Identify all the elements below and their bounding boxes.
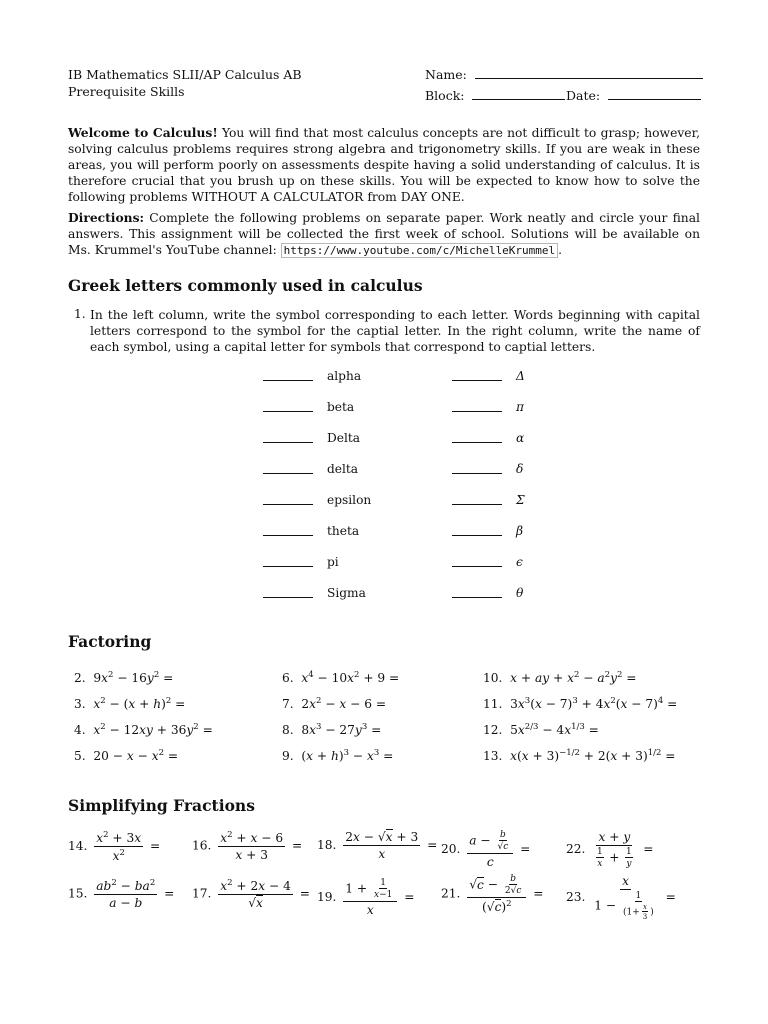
symbol-answer-blank[interactable] — [263, 442, 313, 443]
greek-row — [0, 523, 768, 541]
greek-name: delta — [327, 462, 359, 476]
problem-22: 22. x + y $\frac{1}{x}$ + $\frac{1}{y}$ = — [566, 830, 654, 869]
problem-8: 8. $8x^3 - 27y^3$ = — [282, 722, 382, 738]
name-blank[interactable] — [475, 66, 703, 79]
name-field[interactable] — [425, 66, 703, 83]
block-label: Block: — [425, 88, 465, 103]
directions-heading: Directions: — [68, 210, 145, 225]
problem-21: 21. √c − $\frac{b}{2√c}$ $(√c)^2$ = — [441, 874, 544, 915]
problem-17: 17. $\frac{x^2 + 2x - 4}{√x}$ = — [192, 878, 310, 911]
course-subtitle: Prerequisite Skills — [68, 84, 185, 99]
date-blank[interactable] — [608, 87, 701, 100]
fractions-heading: Simplifying Fractions — [68, 796, 255, 815]
welcome-heading: Welcome to Calculus! — [68, 125, 218, 140]
symbol-answer-blank[interactable] — [263, 566, 313, 567]
greek-symbol: Δ — [516, 369, 525, 383]
greek-name: theta — [327, 524, 360, 538]
course-title: IB Mathematics SLII/AP Calculus AB — [68, 67, 302, 82]
welcome-paragraph — [68, 125, 700, 205]
greek-heading: Greek letters commonly used in calculus — [68, 276, 423, 295]
youtube-link[interactable]: https://www.youtube.com/c/MichelleKrummel — [281, 243, 559, 258]
greek-name: Sigma — [327, 586, 366, 600]
name-label: Name: — [425, 67, 467, 82]
problem-6: 6. $x^4 - 10x^2 + 9$ = — [282, 670, 400, 686]
name-answer-blank[interactable] — [452, 473, 502, 474]
greek-row — [0, 492, 768, 510]
problem-11: 11. $3x^3(x - 7)^3 + 4x^2(x - 7)^4$ = — [483, 696, 678, 712]
symbol-answer-blank[interactable] — [263, 535, 313, 536]
greek-symbol: β — [516, 524, 524, 538]
problem-18: 18. $\frac{2x - √x + 3}{x}$ = — [317, 830, 438, 861]
symbol-answer-blank[interactable] — [263, 504, 313, 505]
block-field[interactable] — [425, 87, 565, 104]
problem-23: 23. x 1 − 1 (1+ $\frac{x}{3}$ ) = — [566, 874, 676, 921]
directions-text: Complete the following problems on separate paper. Work neatly and circle your final answers. This assignment will be collected the first week of school. Solutions will be available on Ms. Krummel's YouTube channel: — [68, 211, 700, 257]
symbol-answer-blank[interactable] — [263, 597, 313, 598]
problem-12: 12. $5x^{2/3} - 4x^{1/3}$ = — [483, 722, 599, 738]
greek-symbol: θ — [516, 586, 524, 600]
greek-name: beta — [327, 400, 355, 414]
symbol-answer-blank[interactable] — [263, 473, 313, 474]
problem-15: 15. $\frac{ab^2 - ba^2}{a - b}$ = — [68, 878, 175, 911]
welcome-text: You will find that most calculus concepts are not difficult to grasp; however, solving calculus problems requires strong algebra and trigonometry skills. If you are weak in these areas, you will perform poorly on assessments despite having a solid understanding of calculus. It is therefore crucial that you brush up on these skills. You will be expected to know how to solve the following problems WITHOUT A CALCULATOR from DAY ONE. — [68, 126, 701, 204]
problem-13: 13. $x(x + 3)^{-1/2} + 2(x + 3)^{1/2}$ = — [483, 748, 676, 764]
name-answer-blank[interactable] — [452, 411, 502, 412]
greek-row — [0, 461, 768, 479]
symbol-answer-blank[interactable] — [263, 411, 313, 412]
problem-7: 7. $2x^2 - x - 6$ = — [282, 696, 387, 712]
greek-row — [0, 554, 768, 572]
factoring-heading: Factoring — [68, 632, 152, 651]
problem-19: 19. 1 + $\frac{1}{x-1}$ x = — [317, 878, 415, 917]
problem-9: 9. $(x + h)^3 - x^3$ = — [282, 748, 394, 764]
block-blank[interactable] — [472, 87, 565, 100]
greek-row — [0, 368, 768, 386]
name-answer-blank[interactable] — [452, 504, 502, 505]
greek-instructions: In the left column, write the symbol corresponding to each letter. Words beginning with capital letters correspond to the symbol for the captial letter. In the right column, write the name of each symbol, using a capital letter for symbols that correspond to captial letters. — [90, 308, 700, 354]
greek-symbol: δ — [516, 462, 524, 476]
greek-name: alpha — [327, 369, 362, 383]
symbol-answer-blank[interactable] — [263, 380, 313, 381]
problem-16: 16. $\frac{x^2 + x - 6}{x + 3}$ = — [192, 830, 303, 863]
problem-20: 20. a − $\frac{b}{√c}$ c = — [441, 830, 531, 869]
name-answer-blank[interactable] — [452, 380, 502, 381]
greek-name: pi — [327, 555, 339, 569]
problem-14: 14. $\frac{x^2 + 3x}{x^2}$ = — [68, 830, 161, 864]
name-answer-blank[interactable] — [452, 442, 502, 443]
greek-name: epsilon — [327, 493, 372, 507]
greek-symbol: Σ — [516, 493, 525, 507]
problem-2: 2. $9x^2 - 16y^2$ = — [74, 670, 174, 686]
problem-10: 10. x + ay + $x^2 - a^2y^2$ = — [483, 670, 637, 686]
greek-symbol: ϵ — [516, 555, 523, 569]
date-field[interactable] — [566, 87, 701, 104]
greek-row — [0, 430, 768, 448]
problem-5: 5. $20 - x - x^2$ = — [74, 748, 179, 764]
name-answer-blank[interactable] — [452, 535, 502, 536]
name-answer-blank[interactable] — [452, 566, 502, 567]
date-label: Date: — [566, 88, 601, 103]
name-answer-blank[interactable] — [452, 597, 502, 598]
greek-row — [0, 399, 768, 417]
greek-row — [0, 585, 768, 603]
greek-name: Delta — [327, 431, 361, 445]
link-period: . — [558, 243, 563, 257]
problem-4: 4. $x^2 - 12xy + 36y^2$ = — [74, 722, 213, 738]
directions-paragraph — [68, 210, 700, 259]
greek-symbol: π — [516, 400, 525, 414]
greek-symbol: α — [516, 431, 525, 445]
problem-3: 3. $x^2 - (x + h)^2$ = — [74, 696, 186, 712]
problem-1-number: 1. — [74, 307, 86, 321]
